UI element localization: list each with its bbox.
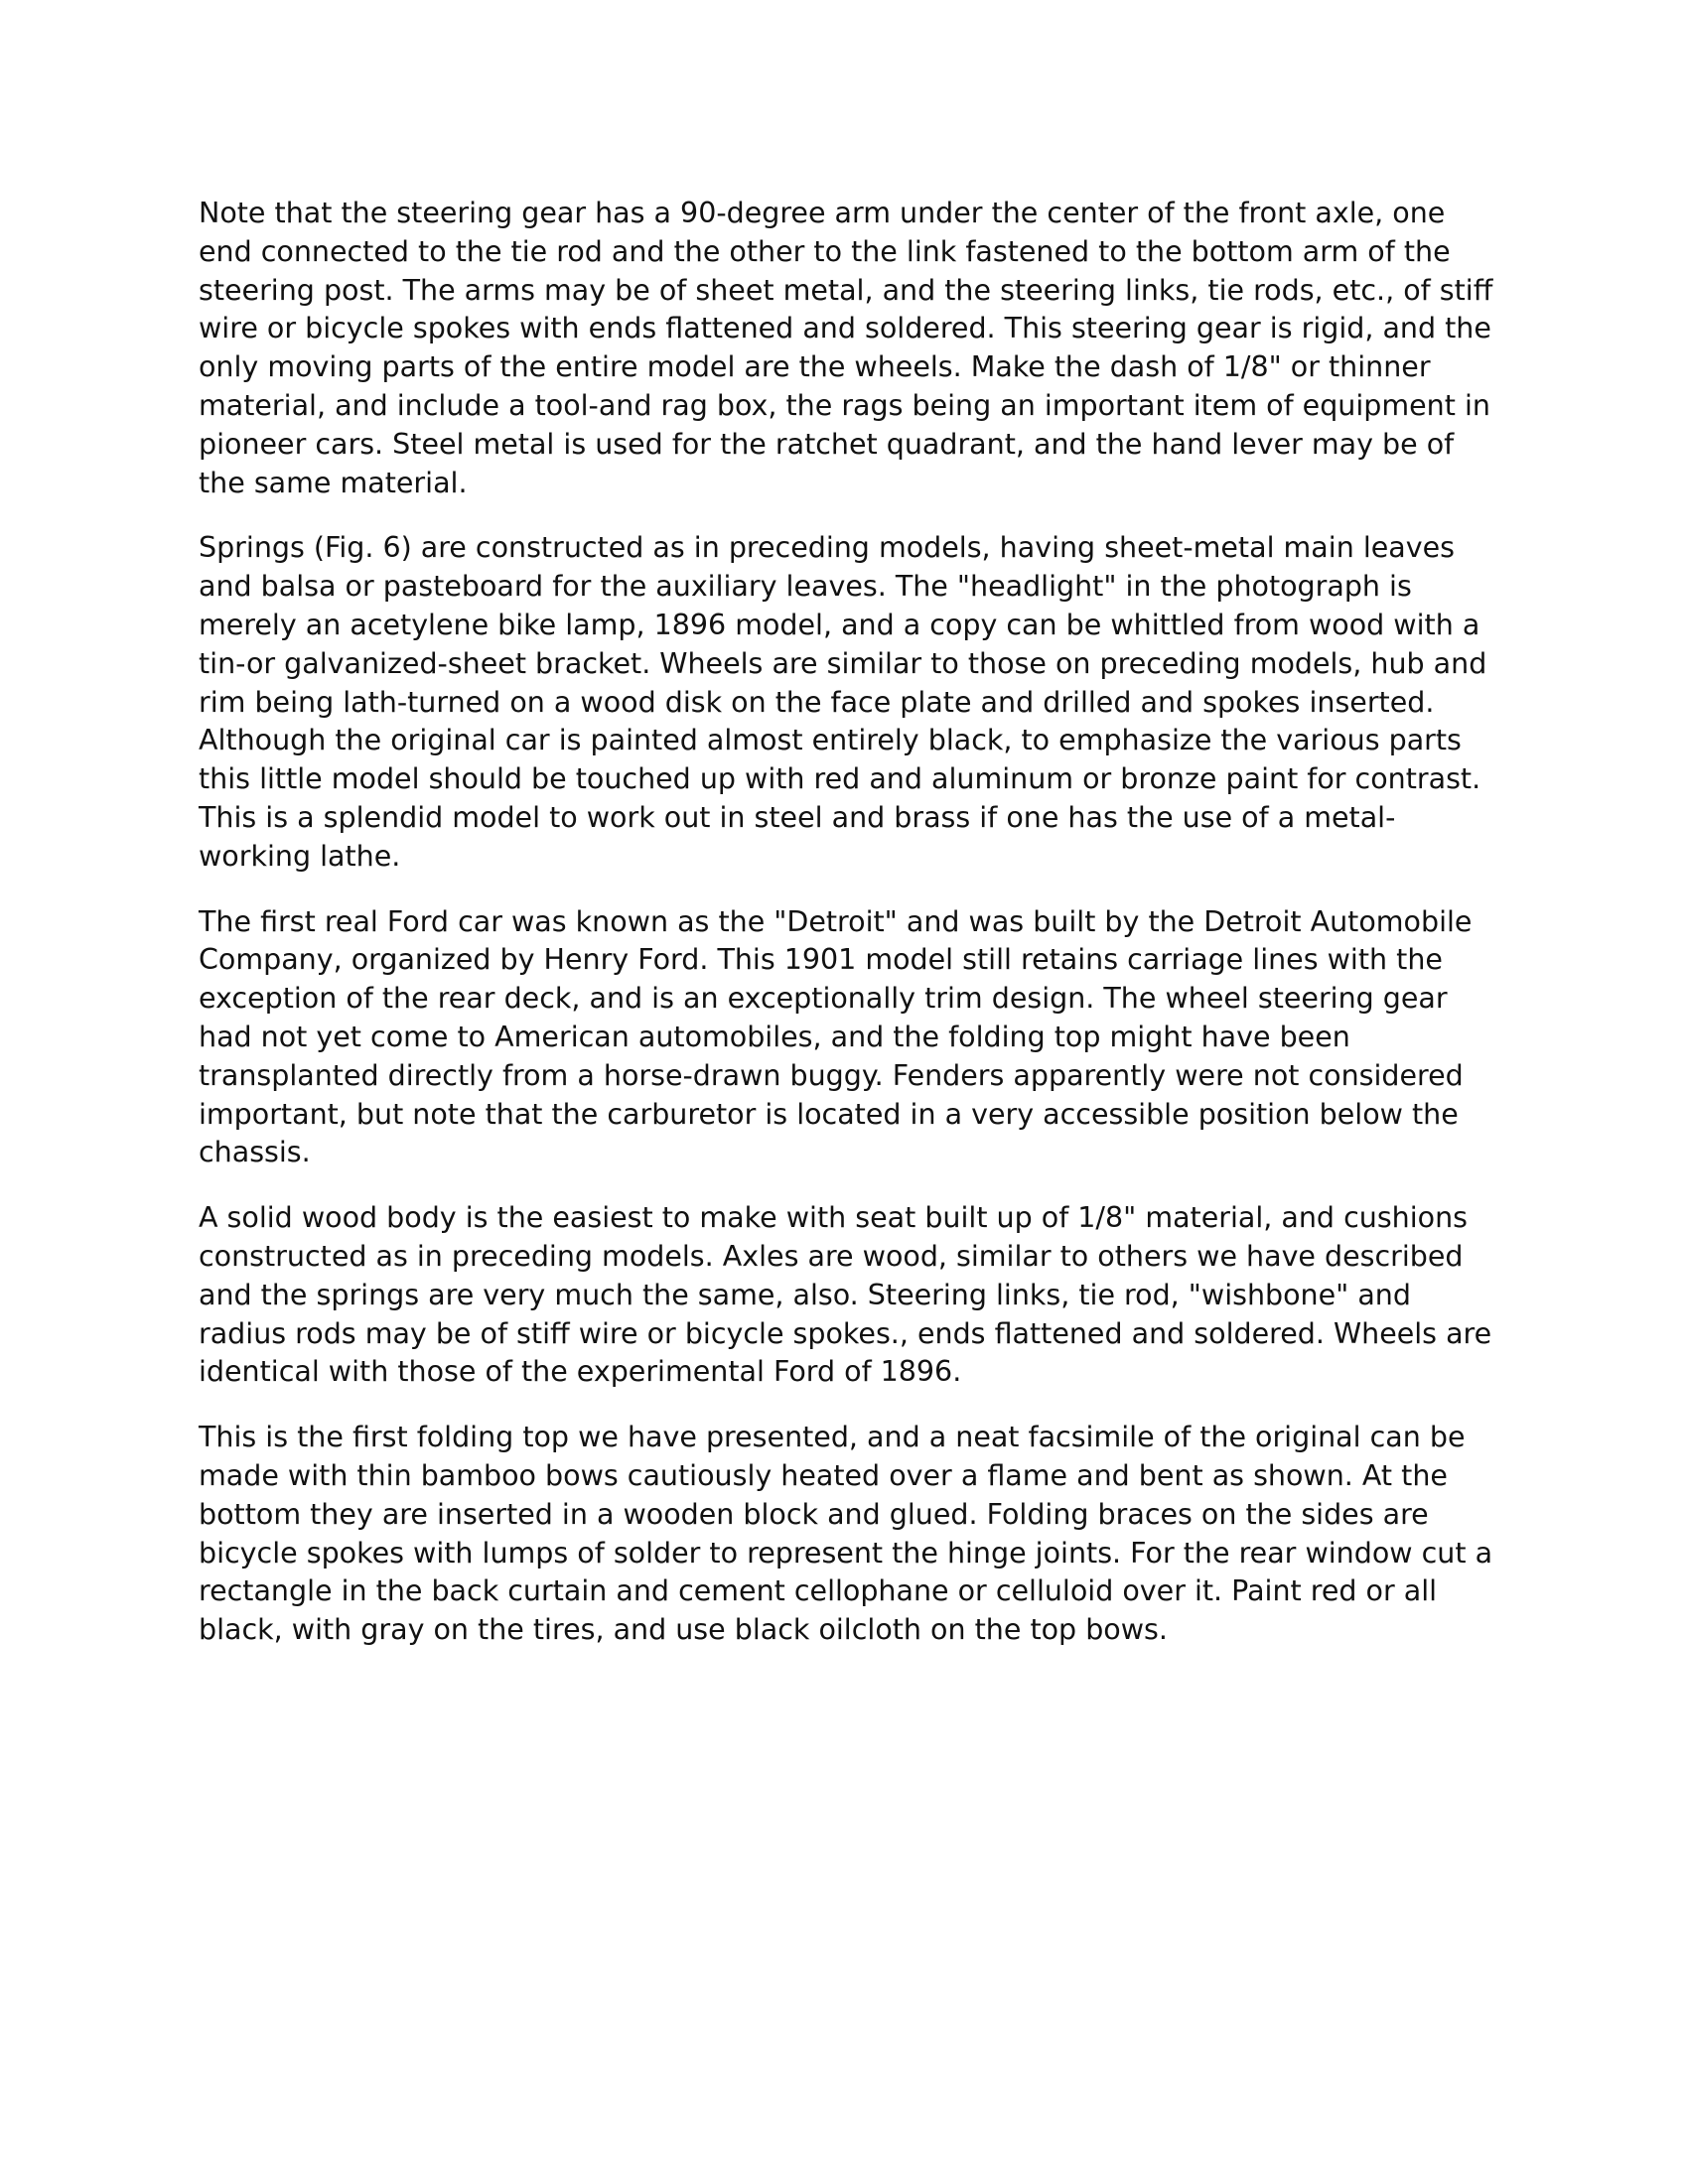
paragraph-steering-gear: Note that the steering gear has a 90-degree arm under the center of the front axle, one end connected to the tie rod and the other to the link fastened to the bottom arm of the steering post. The arms may be of sheet metal, and the steering links, tie rods, etc., of stiff wire or bicycle spokes with ends flattened and soldered. This steering gear is rigid, and the only moving parts of the entire model are the wheels. Make the dash of 1/8" or thinner material, and include a tool-and rag box, the rags being an important item of equipment in pioneer cars. Steel metal is used for the ratchet quadrant, and the hand lever may be of the same material. [199, 197, 1493, 499]
paragraph-first-ford-car: The first real Ford car was known as the "Detroit" and was built by the Detroit Automobile Company, organized by Henry Ford. This 1901 model still retains carriage lines with the exception of the rear deck, and is an exceptionally trim design. The wheel steering gear had not yet come to American automobiles, and the folding top might have been transplanted directly from a horse-drawn buggy. Fenders apparently were not considered important, but note that the carburetor is located in a very accessible position below the chassis. [199, 904, 1473, 1169]
body-text [199, 195, 1499, 1677]
paragraph-folding-top: This is the first folding top we have presented, and a neat facsimile of the original can be made with thin bamboo bows cautiously heated over a flame and bent as shown. At the bottom they are inserted in a wooden block and glued. Folding braces on the sides are bicycle spokes with lumps of solder to represent the hinge joints. For the rear window cut a rectangle in the back curtain and cement cellophane or celluloid over it. Paint red or all black, with gray on the tires, and use black oilcloth on the top bows. [199, 1421, 1493, 1647]
paragraph-solid-wood-body: A solid wood body is the easiest to make with seat built up of 1/8" material, and cushions constructed as in preceding models. Axles are wood, similar to others we have described and the springs are very much the same, also. Steering links, tie rod, "wishbone" and radius rods may be of stiff wire or bicycle spokes., ends flattened and soldered. Wheels are identical with those of the experimental Ford of 1896. [199, 1201, 1492, 1389]
paragraph-springs: Springs (Fig. 6) are constructed as in preceding models, having sheet-metal main leaves and balsa or pasteboard for the auxiliary leaves. The "headlight" in the photograph is merely an acetylene bike lamp, 1896 model, and a copy can be whittled from wood with a tin-or galvanized-sheet bracket. Wheels are similar to those on preceding models, hub and rim being lath-turned on a wood disk on the face plate and drilled and spokes inserted. Although the original car is painted almost entirely black, to emphasize the various parts this little model should be touched up with red and aluminum or bronze paint for contrast. This is a splendid model to work out in steel and brass if one has the use of a metal-working lathe. [199, 531, 1487, 873]
